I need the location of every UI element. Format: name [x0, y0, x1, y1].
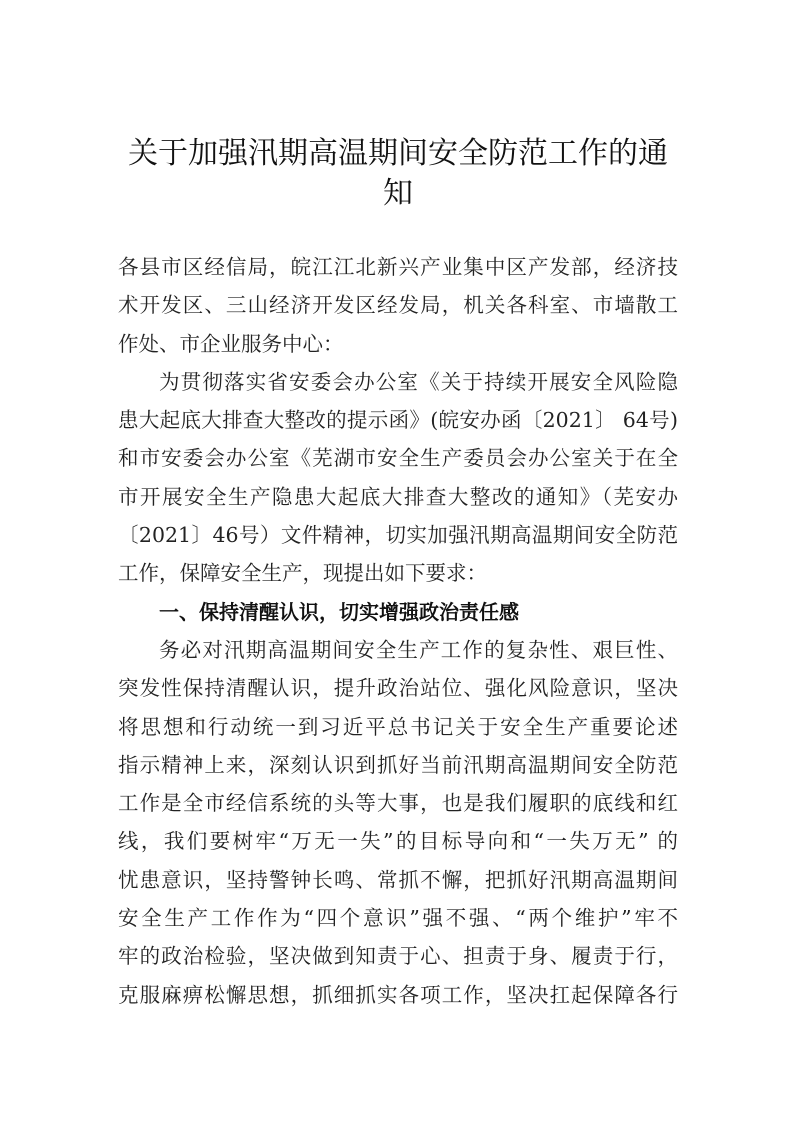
intro-paragraph: [118, 363, 678, 593]
title-line-1: 关于加强汛期高温期间安全防范工作的通: [128, 136, 668, 171]
text-line: 〔2021〕46号）文件精神，切实加强汛期高温期间安全防范: [118, 523, 678, 548]
document-title: [118, 134, 678, 214]
text-line: 工作是全市经信系统的头等大事，也是我们履职的底线和红: [118, 791, 678, 816]
section-heading: 一、保持清醒认识，切实增强政治责任感: [159, 599, 519, 624]
text-line: 将思想和行动统一到习近平总书记关于安全生产重要论述: [118, 714, 678, 739]
title-line-2: 知: [383, 176, 413, 211]
text-line: 和市安委会办公室《芜湖市安全生产委员会办公室关于在全: [118, 446, 678, 471]
text-line: 安全生产工作作为“四个意识”强不强、“两个维护”牢不: [118, 906, 678, 931]
text-line: 线，我们要树牢“万无一失”的目标导向和“一失万无” 的: [118, 829, 678, 854]
addressee-paragraph: [118, 248, 678, 363]
text-line: 牢的政治检验，坚决做到知责于心、担责于身、履责于行，: [118, 944, 678, 969]
text-line: 指示精神上来，深刻认识到抓好当前汛期高温期间安全防范: [118, 752, 678, 777]
text-line: 作处、市企业服务中心：: [118, 331, 344, 356]
text-line: 患大起底大排查大整改的提示函》(皖安办函〔2021〕 64号): [118, 408, 678, 433]
text-line: 为贯彻落实省安委会办公室《关于持续开展安全风险隐: [159, 369, 678, 394]
text-line: 术开发区、三山经济开发区经发局，机关各科室、市墙散工: [118, 293, 678, 318]
text-line: 忧患意识，坚持警钟长鸣、常抓不懈，把抓好汛期高温期间: [118, 867, 678, 892]
section1-paragraph: [118, 631, 678, 1014]
text-line: 市开展安全生产隐患大起底大排查大整改的通知》（芜安办: [118, 484, 678, 509]
document-body: [118, 248, 678, 1014]
text-line: 务必对汛期高温期间安全生产工作的复杂性、艰巨性、: [159, 637, 678, 662]
text-line: 突发性保持清醒认识，提升政治站位、强化风险意识，坚决: [118, 676, 678, 701]
text-line: 工作，保障安全生产，现提出如下要求：: [118, 561, 487, 586]
text-line: 克服麻痹松懈思想，抓细抓实各项工作，坚决扛起保障各行: [118, 982, 678, 1007]
text-line: 各县市区经信局，皖江江北新兴产业集中区产发部，经济技: [118, 255, 678, 279]
